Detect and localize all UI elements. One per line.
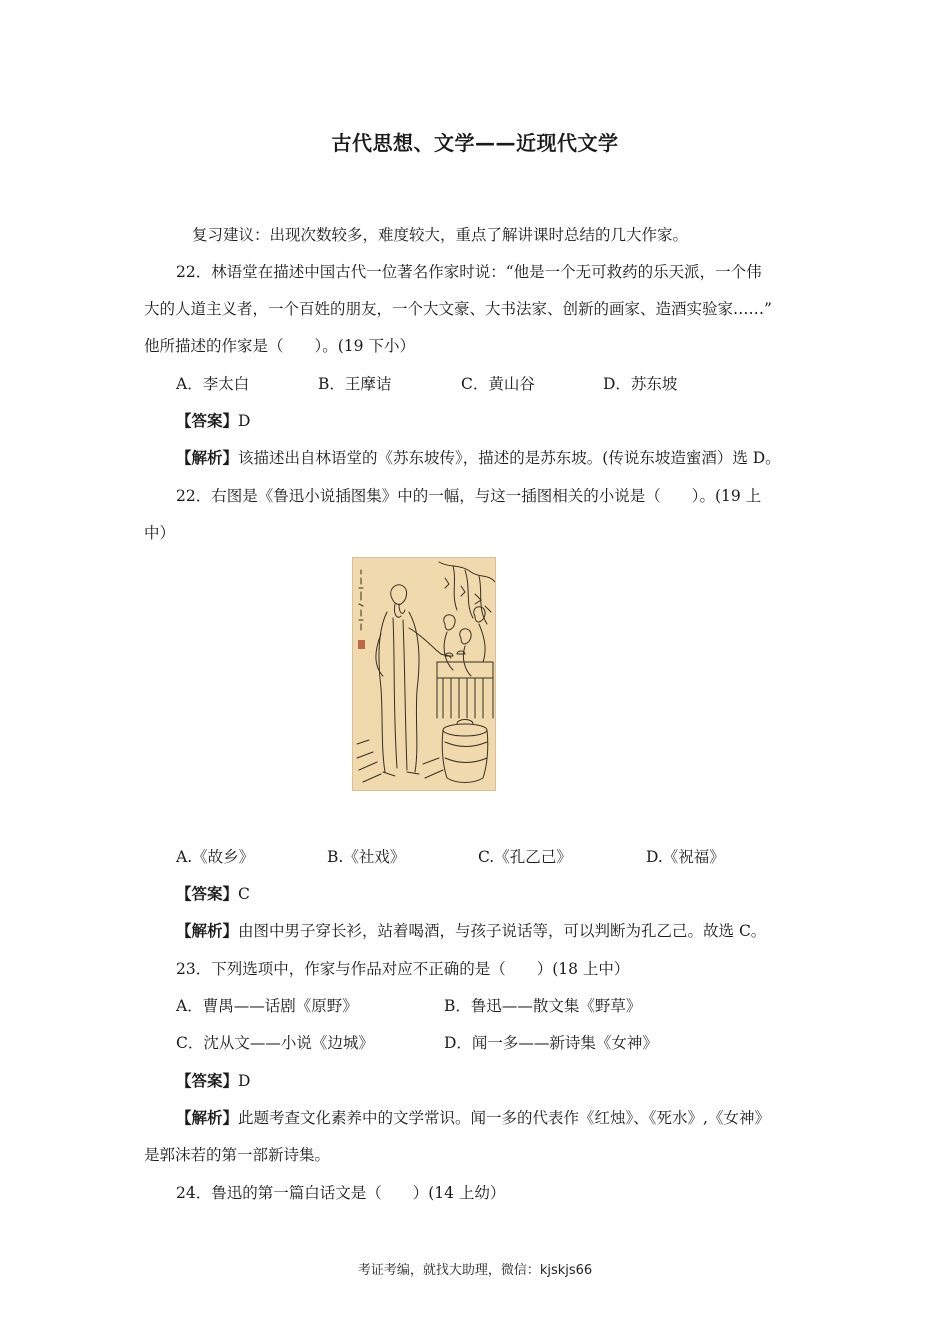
- analysis-text: 此题考查文化素养中的文学常识。闻一多的代表作《红烛》、《死水》,《女神》: [238, 1109, 770, 1127]
- q3-option-b: B．鲁迅——散文集《野草》: [444, 997, 642, 1015]
- q2-option-a: A.《故乡》: [176, 848, 255, 866]
- review-advice: 复习建议：出现次数较多，难度较大，重点了解讲课时总结的几大作家。: [192, 226, 689, 244]
- q3-answer: [176, 1070, 250, 1092]
- q4-stem: 24．鲁迅的第一篇白话文是（ ）(14 上幼）: [176, 1184, 506, 1202]
- page-footer: 考证考编，就找大助理，微信：kjskjs66: [357, 1263, 593, 1278]
- q2-option-c: C.《孔乙己》: [478, 848, 572, 866]
- page-title: 古代思想、文学——近现代文学: [331, 131, 619, 155]
- q1-option-d: D．苏东坡: [603, 375, 678, 393]
- q3-option-c: C．沈从文——小说《边城》: [176, 1034, 374, 1052]
- analysis-tag: 【解析】: [176, 449, 239, 467]
- q2-answer: [176, 883, 250, 905]
- q3-option-d: D．闻一多——新诗集《女神》: [444, 1034, 658, 1052]
- q3-analysis-line2: 是郭沫若的第一部新诗集。: [144, 1146, 331, 1164]
- seal-stamp: [358, 640, 365, 649]
- illustration-drawing: [353, 558, 496, 791]
- q3-stem: 23．下列选项中，作家与作品对应不正确的是（ ）(18 上中）: [176, 960, 630, 978]
- q2-stem-line1: 22．右图是《鲁迅小说插图集》中的一幅，与这一插图相关的小说是（ ）。(19 上: [176, 487, 762, 505]
- answer-value: C: [238, 885, 250, 903]
- q3-analysis-line1: [176, 1107, 770, 1129]
- q2-stem-line2: 中）: [144, 524, 176, 542]
- q2-analysis: [176, 920, 766, 942]
- q2-option-b: B.《社戏》: [327, 848, 406, 866]
- q1-option-a: A．李太白: [176, 375, 250, 393]
- q1-analysis: [176, 447, 781, 469]
- q1-option-b: B．王摩诘: [318, 375, 392, 393]
- q3-option-a: A．曹禺——话剧《原野》: [176, 997, 358, 1015]
- answer-value: D: [238, 412, 251, 430]
- q1-stem-line2: 大的人道主义者，一个百姓的朋友，一个大文豪、大书法家、创新的画家、造酒实验家……”: [144, 300, 772, 318]
- analysis-tag: 【解析】: [176, 1109, 239, 1127]
- answer-tag: 【答案】: [176, 1072, 239, 1090]
- answer-tag: 【答案】: [176, 885, 239, 903]
- q1-answer: [176, 410, 250, 432]
- answer-tag: 【答案】: [176, 412, 239, 430]
- analysis-tag: 【解析】: [176, 922, 239, 940]
- analysis-text: 由图中男子穿长衫，站着喝酒，与孩子说话等，可以判断为孔乙己。故选 C。: [238, 922, 767, 940]
- q1-stem-line3: 他所描述的作家是（ ）。(19 下小）: [144, 337, 415, 355]
- q2-option-d: D.《祝福》: [646, 848, 725, 866]
- q1-stem-line1: 22．林语堂在描述中国古代一位著名作家时说：“他是一个无可救药的乐天派，一个伟: [176, 263, 762, 281]
- analysis-text: 该描述出自林语堂的《苏东坡传》，描述的是苏东坡。(传说东坡造蜜酒）选 D。: [238, 449, 781, 467]
- q1-option-c: C．黄山谷: [461, 375, 535, 393]
- kong-yiji-illustration: [352, 557, 496, 791]
- answer-value: D: [238, 1072, 251, 1090]
